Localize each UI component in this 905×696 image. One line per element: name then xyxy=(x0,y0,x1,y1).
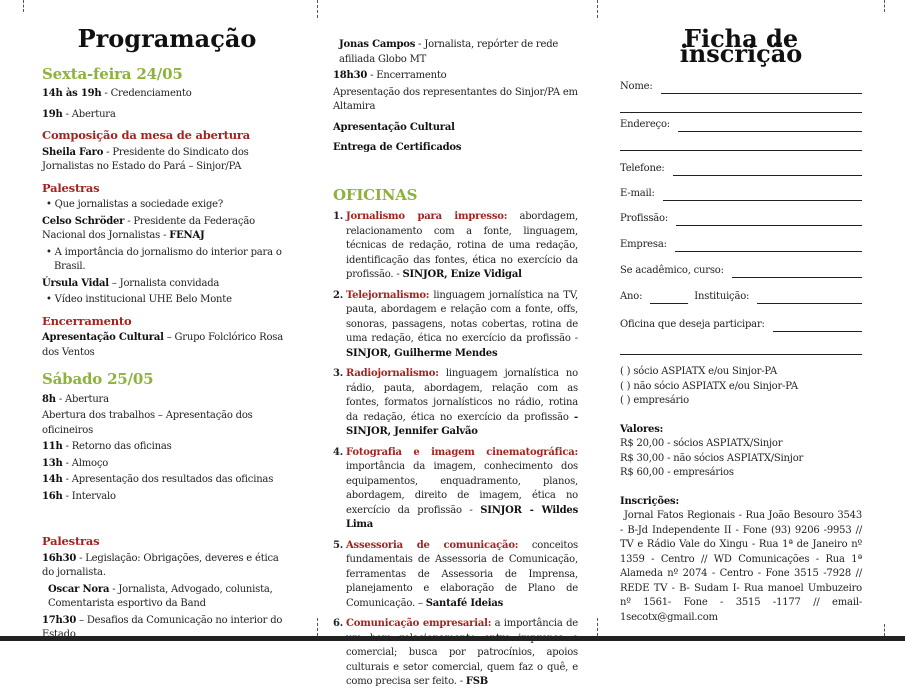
section-subheading: Palestras xyxy=(42,180,100,195)
text: - Abertura xyxy=(55,393,109,405)
fold-mark xyxy=(23,0,24,12)
workshop-item xyxy=(333,617,578,690)
nome-line-2[interactable] xyxy=(620,94,862,113)
telefone-line[interactable] xyxy=(673,165,862,176)
oficina-line[interactable] xyxy=(773,321,862,332)
programacao-title: Programação xyxy=(77,24,257,53)
endereco-line[interactable] xyxy=(678,121,862,132)
bold-text: FENAJ xyxy=(169,230,205,241)
profissao-field[interactable] xyxy=(620,201,862,226)
bold-text: SINJOR - Wildes Lima xyxy=(346,504,579,530)
programacao-column xyxy=(42,24,292,645)
workshop-number: 5. xyxy=(333,539,344,551)
telefone-field[interactable] xyxy=(620,151,862,176)
text: - Legislação: Obrigações, deveres e ética do jornalista. xyxy=(42,552,279,578)
text: - Almoço xyxy=(62,457,109,469)
bold-text: Apresentação Cultural xyxy=(333,121,455,133)
bold-text: 11h xyxy=(42,441,63,452)
empresa-line[interactable] xyxy=(675,241,862,252)
schedule-continuation xyxy=(333,38,578,180)
profissao-label: Profissão: xyxy=(620,212,669,224)
text: - Presidente da Federação Nacional dos Jornalistas - xyxy=(42,215,255,241)
schedule-item xyxy=(42,583,292,612)
schedule-item xyxy=(42,146,292,175)
schedule-item xyxy=(42,552,292,581)
text: - Presidente do Sindicato dos Jornalistas no Estado do Pará – Sinjor/PA xyxy=(42,146,249,172)
nome-label: Nome: xyxy=(620,80,653,92)
valor-nao-socios: R$ 30,00 - não sócios ASPIATX/Sinjor xyxy=(620,452,804,464)
text: Abertura dos trabalhos – Apresentação dos oficineiros xyxy=(42,410,253,436)
bullet-item xyxy=(42,246,292,275)
workshop-name: Radiojornalismo: xyxy=(346,368,439,379)
curso-field[interactable] xyxy=(620,252,862,278)
endereco-label: Endereço: xyxy=(620,118,670,130)
schedule-item xyxy=(42,108,292,123)
option-empresario[interactable]: ( ) empresário xyxy=(620,395,689,406)
section-subheading: Composição da mesa de abertura xyxy=(42,128,250,142)
schedule-item xyxy=(333,69,578,84)
bold-text: Sheila Faro xyxy=(42,146,104,158)
instituicao-line[interactable] xyxy=(757,293,862,304)
workshop-item xyxy=(333,539,578,612)
fold-mark xyxy=(597,0,598,18)
oficinas-column xyxy=(333,38,578,696)
text: linguagem jornalística no rádio, pauta, abordagem, relação com as fontes, formatos jornalísticos no rádio, rotina da redação, ética no exercício da profissão xyxy=(346,368,578,423)
bold-text: 19h xyxy=(42,108,63,120)
ano-line[interactable] xyxy=(650,293,688,304)
text: – Jornalista convidada xyxy=(108,277,220,289)
workshop-number: 3. xyxy=(333,368,344,379)
text: importância da imagem, conhecimento dos equipamentos, enquadramento, planos, abordagem, direito de imagem, ética no exercício da profissão - xyxy=(346,461,578,516)
workshop-item xyxy=(333,446,578,533)
option-nao-socio[interactable]: ( ) não sócio ASPIATX e/ou Sinjor-PA xyxy=(620,380,798,392)
oficina-field[interactable] xyxy=(620,304,862,332)
text: Apresentação dos representantes do Sinjor/PA em Altamira xyxy=(333,86,578,112)
workshop-item xyxy=(333,367,578,440)
endereco-line-2[interactable] xyxy=(620,132,862,151)
schedule-item xyxy=(42,457,292,472)
email-line[interactable] xyxy=(663,190,862,201)
text: • Que jornalistas a sociedade exige? xyxy=(46,199,224,210)
bold-text: Úrsula Vidal xyxy=(42,277,109,289)
text: - Credenciamento xyxy=(101,88,192,99)
bold-text: SINJOR, Guilherme Mendes xyxy=(346,347,498,359)
fold-mark xyxy=(597,618,598,636)
email-field[interactable] xyxy=(620,176,862,201)
schedule-item xyxy=(333,38,578,67)
curso-label: Se acadêmico, curso: xyxy=(620,264,724,276)
workshop-name: Telejornalismo: xyxy=(346,289,430,301)
text: - Encerramento xyxy=(367,70,447,81)
ano-label: Ano: xyxy=(620,290,643,302)
schedule-item xyxy=(42,490,292,505)
text: - Apresentação dos resultados das oficinas xyxy=(62,474,274,485)
schedule-item xyxy=(42,87,292,102)
nome-field[interactable] xyxy=(620,75,862,94)
fold-mark xyxy=(317,618,318,636)
oficina-line-2[interactable] xyxy=(620,332,862,355)
section-subheading: Encerramento xyxy=(42,313,132,328)
schedule-item xyxy=(42,409,292,438)
text: abordagem, relacionamento com a fonte, linguagem, técnicas de redação, rotina de uma redação, identificação das fontes, ética no exercício da profissão. - xyxy=(346,211,578,280)
bold-text: Entrega de Certificados xyxy=(333,142,462,153)
text: – Grupo Folclórico Rosa dos Ventos xyxy=(42,332,283,358)
bold-text: 13h xyxy=(42,457,63,469)
workshop-item xyxy=(333,289,578,362)
workshop-number: 6. xyxy=(333,618,344,629)
oficina-label: Oficina que deseja participar: xyxy=(620,318,765,330)
bold-text: 16h30 xyxy=(42,552,77,564)
bold-text: SINJOR, Enize Vidigal xyxy=(402,269,522,280)
text: • A importância do jornalismo do interior para o Brasil. xyxy=(46,246,282,272)
curso-line[interactable] xyxy=(732,267,862,278)
valor-empresarios: R$ 60,00 - empresários xyxy=(620,467,734,478)
oficinas-heading: OFICINAS xyxy=(333,185,418,204)
text: linguagem jornalística na TV, pauta, abordagem e relação com a fonte, offs, sonoras, passagens, notas cobertas, rotina de uma redação, ética no exercício da profissão - xyxy=(346,289,578,344)
workshop-number: 4. xyxy=(333,446,344,458)
bold-text: Santafé Ideias xyxy=(425,597,504,609)
valores-heading: Valores: xyxy=(620,423,664,435)
schedule-item xyxy=(333,121,578,136)
bold-text: Oscar Nora xyxy=(48,583,110,595)
bold-text: 16h xyxy=(42,490,63,502)
bullet-item xyxy=(42,293,292,308)
schedule-item xyxy=(333,86,578,115)
text: - Jornalista, repórter de rede afiliada Globo MT xyxy=(339,39,559,65)
fold-mark xyxy=(884,624,885,636)
bold-text: 14h às 19h xyxy=(42,88,102,99)
bold-text: 8h xyxy=(42,393,56,405)
schedule-item xyxy=(42,393,292,408)
profissao-line[interactable] xyxy=(676,215,862,226)
section-subheading: Palestras xyxy=(42,534,100,548)
spacer xyxy=(333,158,578,180)
day-heading: Sexta-feira 24/05 xyxy=(42,64,183,83)
schedule-item xyxy=(42,614,292,643)
nome-line[interactable] xyxy=(661,83,862,94)
workshop-name: Fotografia e imagem cinematográfica: xyxy=(346,446,578,458)
empresa-label: Empresa: xyxy=(620,238,667,250)
ano-instituicao-field[interactable] xyxy=(620,278,862,304)
text: - Retorno das oficinas xyxy=(62,441,172,452)
workshop-number: 2. xyxy=(333,289,344,301)
bold-text: - SINJOR, Jennifer Galvão xyxy=(346,411,578,437)
empresa-field[interactable] xyxy=(620,226,862,252)
fold-mark xyxy=(884,0,885,12)
bold-text: 17h30 xyxy=(42,614,77,626)
text: - Abertura xyxy=(62,108,116,120)
text: – Desafios da Comunicação no interior do Estado xyxy=(42,614,283,640)
valor-socios: R$ 20,00 - sócios ASPIATX/Sinjor xyxy=(620,438,783,449)
bold-text: Jonas Campos xyxy=(339,39,416,50)
workshop-number: 1. xyxy=(333,211,344,222)
text: conceitos fundamentais de Assessoria de Comunicação, ferramentas de Assessoria de Imprensa, planejamento e elaboração de Plano de Comunicação. – xyxy=(346,539,578,609)
schedule-item xyxy=(333,141,578,156)
schedule-item xyxy=(42,331,292,360)
instituicao-label: Instituição: xyxy=(694,290,750,302)
schedule-item xyxy=(42,473,292,488)
workshop-name: Jornalismo para impresso: xyxy=(346,211,508,222)
bold-text: FSB xyxy=(465,676,489,687)
bold-text: 14h xyxy=(42,474,63,485)
spacer xyxy=(42,506,292,528)
workshop-item xyxy=(333,210,578,283)
schedule-item xyxy=(42,215,292,244)
text: a importância de um bom relacionamento entre imprensa e comercial; busca por patrocínios, apoios culturais e setor comercial, quem faz o quê, e como precisa ser feito. - xyxy=(346,618,578,687)
endereco-field[interactable] xyxy=(620,113,862,132)
ficha-column xyxy=(620,24,862,625)
bullet-item xyxy=(42,198,292,213)
schedule-item xyxy=(42,277,292,292)
inscricoes-heading: Inscrições: xyxy=(620,495,679,507)
bold-text: 18h30 xyxy=(333,70,368,81)
option-socio[interactable]: ( ) sócio ASPIATX e/ou Sinjor-PA xyxy=(620,366,778,377)
telefone-label: Telefone: xyxy=(620,162,665,174)
bold-text: Apresentação Cultural xyxy=(42,332,164,343)
workshop-list xyxy=(333,210,578,690)
text: - Intervalo xyxy=(62,490,116,502)
workshop-name: Comunicação empresarial: xyxy=(346,618,492,629)
ficha-title: Ficha de inscrição xyxy=(679,24,803,68)
programacao-schedule xyxy=(42,64,292,643)
text: - Jornalista, Advogado, colunista, Comentarista esportivo da Band xyxy=(48,583,273,609)
text: • Vídeo institucional UHE Belo Monte xyxy=(46,294,232,305)
day-heading: Sábado 25/05 xyxy=(42,370,154,388)
inscricoes-text: Jornal Fatos Regionais - Rua João Besouro 3543 - B-Jd Independente II - Fone (93) 9206 -9953 // TV e Rádio Vale do Xingu - Rua 1ª de Janeiro nº 1359 - Centro // WD Comunicações - Rua 1ª Alameda nº 2074 - Centro - Fone 3515 -7928 // REDE TV - B- Sudam I- Rua manoel Umbuzeiro nº 1561- Fone - 3515 -1177 // email-1secotx@gmail.com xyxy=(620,510,862,623)
schedule-item xyxy=(42,440,292,455)
workshop-name: Assessoria de comunicação: xyxy=(346,539,519,551)
email-label: E-mail: xyxy=(620,187,655,199)
bold-text: Celso Schröder xyxy=(42,215,125,227)
fold-mark xyxy=(317,0,318,18)
